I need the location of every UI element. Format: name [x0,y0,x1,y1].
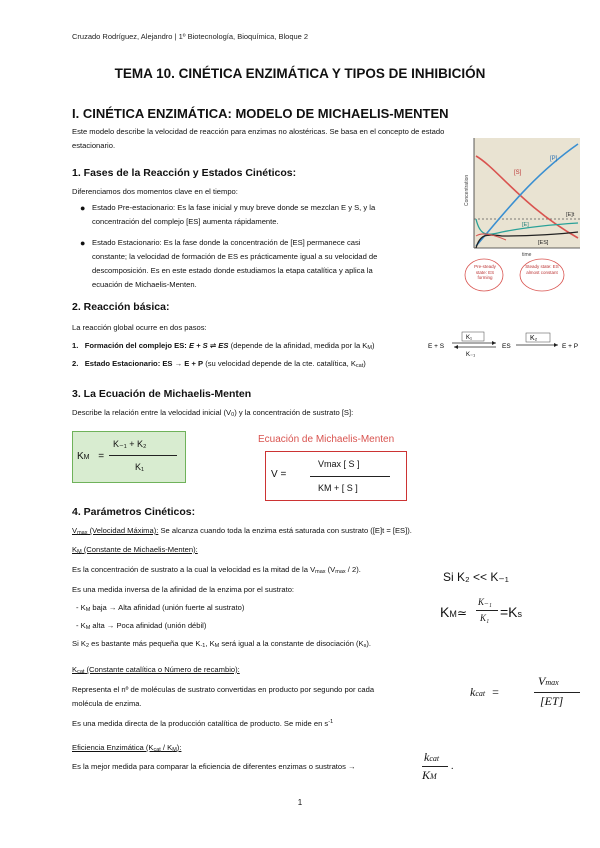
fases-heading: 1. Fases de la Reacción y Estados Cinéticos: [72,167,297,179]
km-denominator: K₁ [135,462,145,472]
text-part: Es una medida directa de la producción catalítica de producto. Se mide en s [72,719,329,728]
km-lhs [77,451,104,462]
kcat-text-2 [72,715,333,731]
term-symbol: K [72,545,78,554]
step-number: 1. [72,341,79,350]
subscript: cat [77,669,85,675]
subscript: cat [355,363,364,369]
text-part: , K [205,639,215,648]
term-name: (Constante de Michaelis-Menten): [81,545,198,554]
superscript: -1 [328,719,334,725]
catalytic-arrow-head [554,343,558,347]
text-part: Eficiencia Enzimática (K [72,743,154,752]
subscript: cat [475,689,486,698]
x-axis-label: time [522,252,532,258]
subscript: max [545,678,559,687]
vmax-term [72,526,158,535]
bullet-line: Estado Pre-estacionario: Es la fase inicial y muy breve donde se mezclan E y S, y la [92,203,376,212]
equals-sign: = [98,451,105,462]
subscript: max [335,569,346,575]
efficiency-term-label [72,743,181,752]
page-number: 1 [297,798,303,807]
approx-sign: ≃ [456,606,467,620]
kcat-denominator: [ET] [540,694,564,708]
steady-note-text: Steady state: ES almost constant [525,264,559,275]
km-definition-box [72,431,186,483]
mm-denominator: KM + [ S ] [318,483,358,493]
text-part: baja → Alta afinidad (unión fuerte al sustrato) [90,603,245,612]
y-axis-label: Concentration [464,174,470,206]
subscript: M [83,454,90,461]
subscript: M [367,345,372,351]
pre-steady-note-text: Pre-steady state: ES forming [474,264,496,280]
subscript: M [77,549,82,555]
eff-denominator [422,768,437,783]
reaction-scheme [426,328,596,360]
bullet-line: descomposición. Es en este estado donde estudiamos la etapa catalítica y aplica la [92,266,373,275]
text-part: / 2). [345,565,361,574]
km1-label: K₋₁ [466,352,476,358]
fraction-bar [109,455,177,456]
step-detail: (su velocidad depende de la cte. catalítica, K [205,359,356,368]
fraction-bar [534,692,580,693]
subscript: M [85,607,91,613]
pre-steady-note [468,264,502,288]
subscript: 0 [231,412,235,418]
term-symbol: V [72,526,78,535]
ecuacion-desc [72,406,353,422]
reverse-arrow-head [454,345,458,349]
approx-lhs [440,604,467,620]
text-part: será igual a la constante de disociación (K [219,639,364,648]
k2-label: K₂ [530,335,538,342]
text-part: (V [325,565,336,574]
mm-numerator: Vmax [ S ] [318,459,360,469]
km-item-high [76,619,206,635]
subscript: M [430,772,437,781]
kcat-equation [470,672,590,712]
text-line: molécula de enzima. [72,699,142,708]
approx-rhs [500,604,522,620]
reaccion-step-2 [72,357,366,373]
km-item-low [76,601,244,617]
term-symbol: K [72,665,78,674]
section-heading: I. CINÉTICA ENZIMÁTICA: MODELO DE MICHAELIS-MENTEN [72,106,449,121]
concentration-time-figure [462,136,584,298]
text-part: ): [176,743,182,752]
km-text-1 [72,563,361,579]
subscript: max [315,569,326,575]
bullet-line: ecuación de Michaelis-Menten. [92,280,197,289]
label-s: [S] [514,170,522,176]
forward-arrow-head [492,341,496,345]
step-detail-end: ) [371,341,375,350]
kcat-numerator [538,674,559,689]
reaccion-step-1 [72,339,374,355]
desc-part: ) y la concentración de sustrato [S]: [234,408,354,417]
reaccion-lead: La reacción global ocurre en dos pasos: [72,323,207,332]
text-part: Es la concentración de sustrato a la cual la velocidad es la mitad de la V [72,565,316,574]
eff-period: . [451,761,454,772]
efficiency-fraction [420,750,460,788]
approximation-condition: Si K₂ << K₋₁ [443,570,509,584]
subscript: max [77,530,88,536]
text-part: - K [76,603,86,612]
subscript: cat [429,754,440,763]
subscript: 2 [85,643,89,649]
efficiency-term [72,741,181,757]
scheme-reactants: E + S [428,343,445,350]
intro-line-1: Este modelo describe la velocidad de reacción para enzimas no alostéricas. Se basa en el concepto de estado [72,127,445,136]
step-title: Estado Estacionario: ES → E + P [84,359,204,368]
subscript: -1 [200,643,206,649]
subscript: M [214,643,220,649]
kcat-term-label [72,665,240,674]
bullet-line: Estado Estacionario: Es la fase donde la concentración de [ES] permanece casi [92,238,361,247]
mm-lhs: V = [271,469,287,480]
kcat-symbol: k [424,750,430,764]
equals-sign: = [492,685,499,699]
label-es: [ES] [538,240,549,246]
km-text-2: Es una medida inversa de la afinidad de la enzima por el sustrato: [72,585,295,594]
bullet-dot: ● [80,238,86,248]
text-part: ). [366,639,372,648]
intro-line-2: estacionario. [72,141,116,150]
parametros-heading: 4. Parámetros Cinéticos: [72,506,196,518]
mm-equation-box [265,451,407,501]
term-name: (Constante catalítica o Número de recambio): [84,665,240,674]
kcat-lhs [470,685,499,700]
bullet-line: concentración del complejo [ES] aumenta rápidamente. [92,217,279,226]
subscript: M [172,747,177,753]
km-term [72,543,198,559]
reaccion-heading: 2. Reacción básica: [72,301,170,313]
fases-lead: Diferenciamos dos momentos clave en el tiempo: [72,187,238,196]
km-approx-equation [440,594,590,630]
vmax-definition [72,524,412,540]
km-symbol: K [422,768,431,782]
term-name: (Velocidad Máxima): [87,526,159,535]
kcat-text-1 [72,683,462,711]
mm-equation-title: Ecuación de Michaelis-Menten [258,434,395,445]
text-part: Si K [72,639,86,648]
bullet-steady [78,236,456,292]
km-term-label [72,545,198,554]
running-header: Cruzado Rodríguez, Alejandro | 1º Biotecnología, Bioquímica, Bloque 2 [72,32,309,41]
vmax-text: Se alcanza cuando toda la enzima está saturada con sustrato ([E]t = [ES]). [158,526,412,535]
fraction-bar [422,766,448,767]
label-et: [E]t [566,212,575,218]
kcat-symbol: k [470,685,476,699]
approx-numerator: K₋₁ [478,597,492,607]
text-line: Representa el nº de moléculas de sustrato convertidas en producto por segundo por cada [72,685,375,694]
approx-denominator: K₁ [480,613,490,623]
step-title: Formación del complejo ES: [84,341,187,350]
fraction-bar [310,476,390,477]
km-symbol: K [440,604,450,620]
subscript: s [363,643,367,649]
efficiency-text: Es la mejor medida para comparar la eficiencia de diferentes enzimas o sustratos → [72,762,356,771]
step-detail: (depende de la afinidad, medida por la K [230,341,368,350]
bullet-pre-steady [78,201,456,229]
text-part: es bastante más pequeña que K [89,639,201,648]
text-part: / K [160,743,173,752]
scheme-products: E + P [562,343,579,350]
subscript: M [85,625,91,631]
km-numerator: K₋₁ + K₂ [113,439,147,449]
step-detail-end: ) [363,359,366,368]
bullet-line: constante; la velocidad de formación de ES es prácticamente igual a su velocidad de [92,252,378,261]
vmax-symbol: V [538,674,546,688]
desc-part: Describe la relación entre la velocidad inicial (V [72,408,232,417]
fases-bullet-list [78,201,456,292]
subscript: s [517,609,523,619]
step-number: 2. [72,359,79,368]
label-p: [P] [550,156,558,162]
ecuacion-heading: 3. La Ecuación de Michaelis-Menten [72,388,252,400]
label-e: [E] [522,222,529,228]
eff-numerator [424,750,439,765]
scheme-es: ES [502,343,511,350]
step-formula: E + S ⇌ ES [188,341,229,350]
ks-symbol: =K [500,604,518,620]
km-text-3 [72,637,371,653]
fraction-bar [476,610,498,611]
steady-note [522,264,562,288]
bullet-dot: ● [80,203,86,213]
km-symbol: K [77,451,84,462]
text-part: alta → Poca afinidad (unión débil) [90,621,207,630]
text-part: - K [76,621,86,630]
page-title: TEMA 10. CINÉTICA ENZIMÁTICA Y TIPOS DE INHIBICIÓN [114,66,486,81]
kcat-term [72,663,240,679]
k1-label: K₁ [466,335,473,341]
subscript: cat [153,747,161,753]
subscript: M [449,609,457,619]
